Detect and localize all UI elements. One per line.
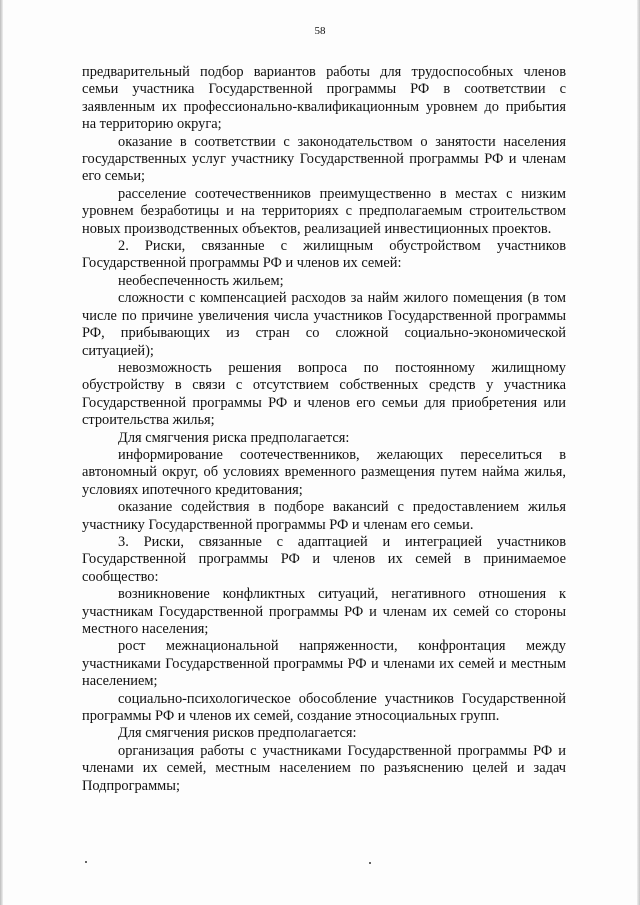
- paragraph: возникновение конфликтных ситуаций, негативного отношения к участникам Государственной программы РФ и членам их семей со стороны местного населения;: [82, 586, 566, 637]
- paragraph: Для смягчения риска предполагается:: [118, 429, 350, 446]
- paragraph: расселение соотечественников преимущественно в местах с низким уровнем безработицы и на территориях с предполагаемым строительством новых производственных объектов, реализацией инвестиционных проектов.: [82, 185, 566, 237]
- paragraph: предварительный подбор вариантов работы для трудоспособных членов семьи участника Государственной программы РФ в соответствии с заявленным их профессионально-квалификационным уровнем до прибытия на территорию округа;: [82, 64, 566, 133]
- paragraph: рост межнациональной напряженности, конфронтация между участниками Государственной программы РФ и членами их семей и местным населением;: [82, 638, 566, 690]
- paragraph: сложности с компенсацией расходов за найм жилого помещения (в том числе по причине увеличения числа участников Государственной программы РФ, прибывающих из стран со сложной социально-экономической ситуацией);: [82, 290, 566, 359]
- paragraph: организация работы с участниками Государственной программы РФ и членами их семей, местным населением по разъяснению целей и задач Подпрограммы;: [82, 742, 566, 794]
- paragraph: социально-психологическое обособление участников Государственной программы РФ и членов их семей, создание этносоциальных групп.: [82, 690, 566, 725]
- section-heading: 3. Риски, связанные с адаптацией и интеграцией участников Государственной программы РФ и членов их семей в принимаемое сообщество:: [82, 533, 566, 585]
- scan-speck: [85, 861, 87, 863]
- paragraph: оказание содействия в подборе вакансий с предоставлением жилья участнику Государственной программы РФ и членам его семьи.: [82, 499, 566, 533]
- paragraph: оказание в соответствии с законодательством о занятости населения государственных услуг участнику Государственной программы РФ и членам его семьи;: [82, 133, 566, 185]
- page-number: 58: [314, 25, 326, 37]
- scan-edge-left: [0, 0, 3, 905]
- paragraph: информирование соотечественников, желающих переселиться в автономный округ, об условиях временного размещения путем найма жилья, условиях ипотечного кредитования;: [82, 446, 566, 498]
- paragraph: необеспеченность жильем;: [118, 272, 284, 289]
- section-heading: 2. Риски, связанные с жилищным обустройством участников Государственной программы РФ и членов их семей:: [82, 238, 566, 272]
- paragraph: невозможность решения вопроса по постоянному жилищному обустройству в связи с отсутствием собственных средств у участника Государственной программы РФ и членов его семьи для приобретения или строительства жилья;: [82, 359, 566, 429]
- paragraph: Для смягчения рисков предполагается:: [118, 725, 357, 742]
- scan-speck: [369, 862, 371, 864]
- document-body: [82, 64, 566, 795]
